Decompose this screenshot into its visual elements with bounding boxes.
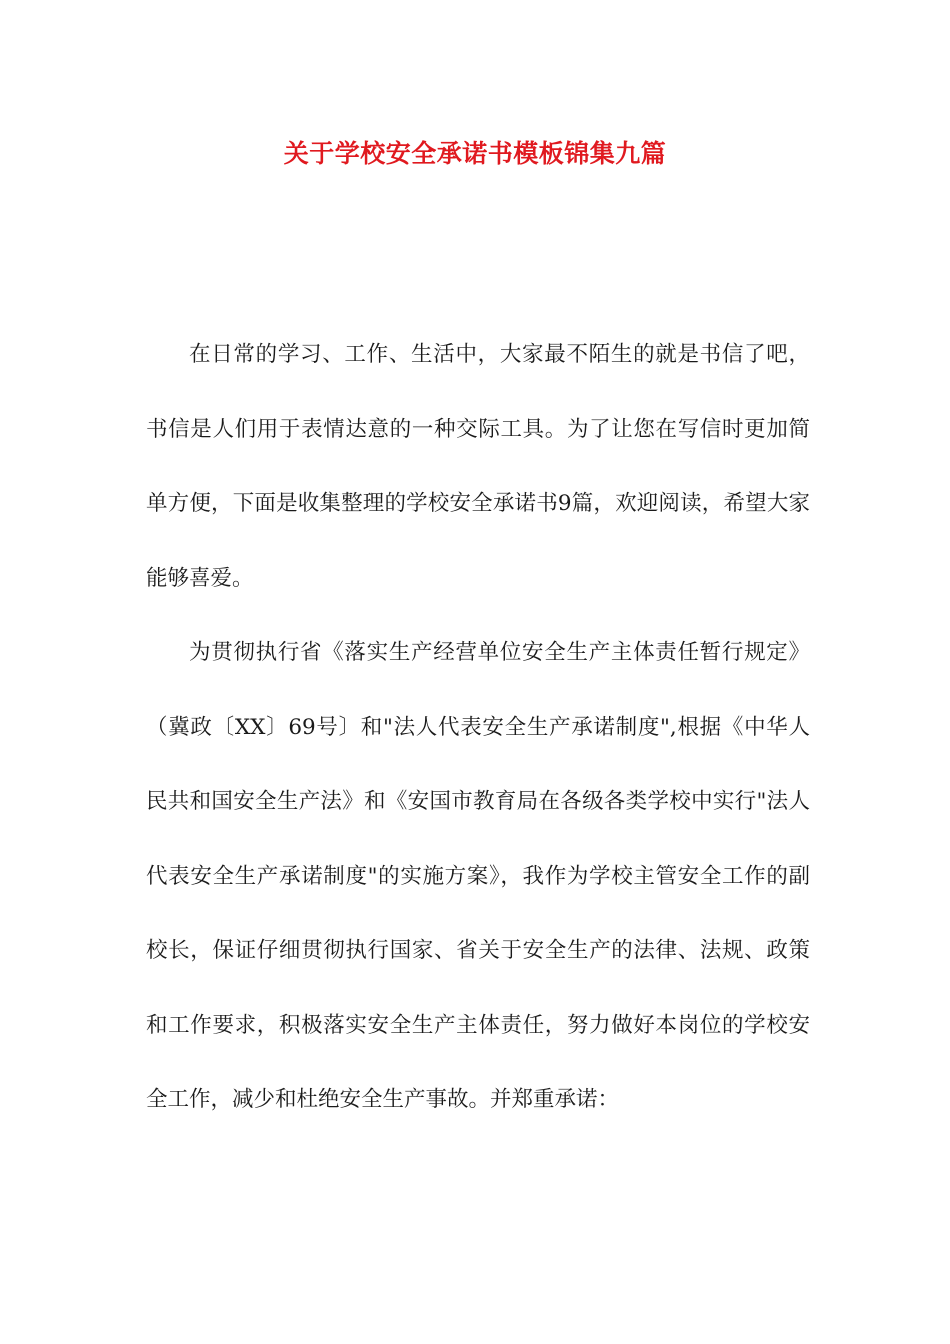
commitment-paragraph: 为贯彻执行省《落实生产经营单位安全生产主体责任暂行规定》（冀政〔XX〕69号〕和"法人代表安全生产承诺制度",根据《中华人民共和国安全生产法》和《安国市教育局在各级各类学校中实行"法人代表安全生产承诺制度"的实施方案》，我作为学校主管安全工作的副校长，保证仔细贯彻执行国家、省关于安全生产的法律、法规、政策和工作要求，积极落实安全生产主体责任，努力做好本岗位的学校安全工作，减少和杜绝安全生产事故。并郑重承诺： [146,640,810,1112]
document-title: 关于学校安全承诺书模板锦集九篇 [283,139,667,168]
intro-paragraph: 在日常的学习、工作、生活中，大家最不陌生的就是书信了吧，书信是人们用于表情达意的一种交际工具。为了让您在写信时更加简单方便，下面是收集整理的学校安全承诺书9篇，欢迎阅读，希望大家能够喜爱。 [146,342,810,591]
document-body [146,318,810,1138]
